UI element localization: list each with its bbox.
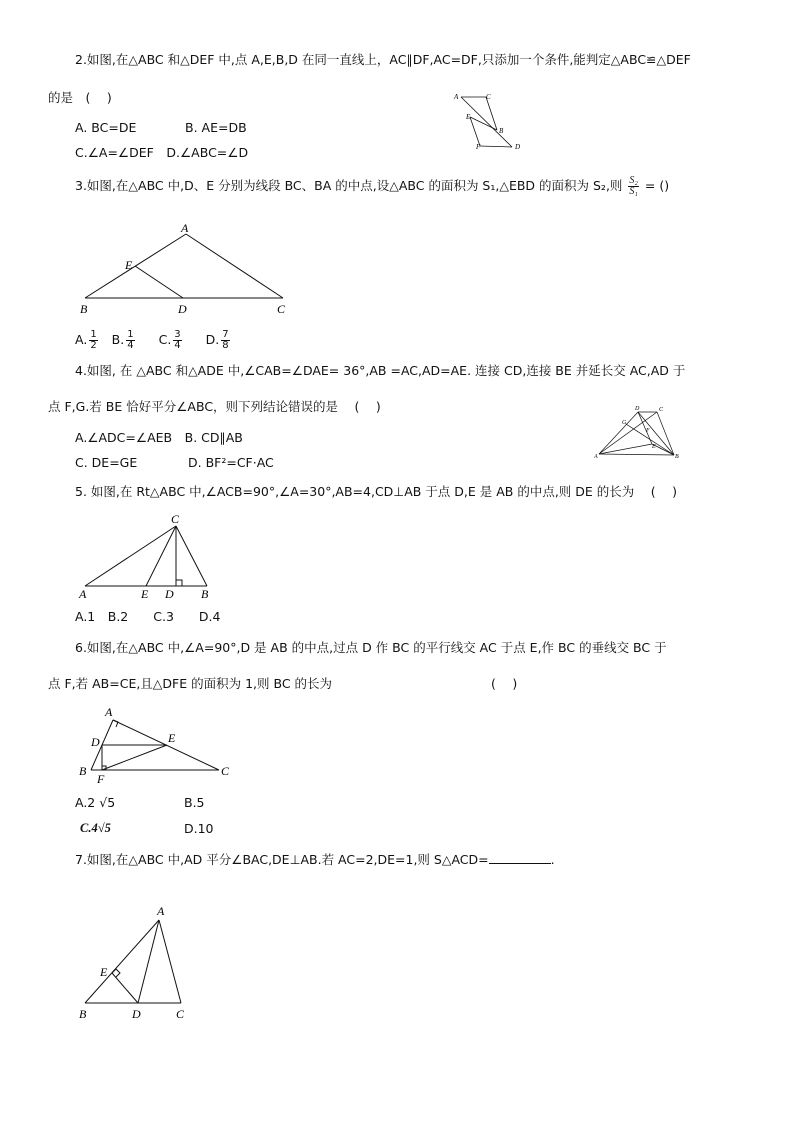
q2-label-c: C — [486, 93, 491, 101]
q6-option-a: A.2 √5 — [75, 795, 116, 810]
q6-figure — [75, 702, 240, 787]
q3-label-d: D — [178, 302, 187, 316]
q2-label-e: E — [466, 113, 471, 121]
q4-label-b: B — [675, 454, 679, 460]
q6-option-d: D.10 — [184, 821, 214, 836]
q4-label-c: C — [659, 407, 664, 413]
q6-label-f: F — [97, 772, 105, 786]
q3-label-a: A — [181, 222, 189, 235]
q7-figure — [75, 900, 205, 1025]
q7-label-c: C — [176, 1007, 185, 1021]
q5-label-a: A — [79, 587, 87, 601]
q6-label-b: B — [79, 764, 87, 778]
q3-label-c: C — [277, 302, 286, 316]
q3-ratio-fraction — [628, 176, 638, 197]
q3-figure — [75, 222, 295, 320]
q6-option-b: B.5 — [184, 795, 205, 810]
q7-stem — [75, 851, 555, 868]
q4-option-c: C. DE=GE — [75, 455, 138, 470]
q4-label-f: F — [646, 428, 650, 434]
q7-answer-blank — [489, 851, 551, 864]
q7-label-a: A — [157, 904, 165, 918]
q3-label-e: E — [125, 258, 133, 272]
q2-stem-line1: 2.如图,在△ABC 和△DEF 中,点 A,E,B,D 在同一直线上，AC∥DF,AC=DF,只添加一个条件,能判定△ABC≌△DEF — [75, 52, 691, 67]
q6-answer-paren: ( ) — [491, 676, 518, 691]
q6-label-e: E — [168, 731, 176, 745]
q6-label-c: C — [221, 764, 230, 778]
q7-stem-tail: . — [550, 852, 555, 867]
q2-option-a: A. BC=DE — [75, 120, 137, 135]
q3-option-d: D. $\frac{7}{8}$ — [205, 329, 229, 351]
q4-figure — [590, 400, 682, 462]
q4-option-d: D. BF²=CF·AC — [188, 455, 274, 470]
q2-label-d: D — [515, 143, 521, 150]
q2-figure — [450, 90, 530, 150]
q4-label-g: G — [622, 420, 627, 426]
q5-stem: 5. 如图,在 Rt△ABC 中,∠ACB=90°,∠A=30°,AB=4,CD⊥AB 于点 D,E 是 AB 的中点,则 DE 的长为 ( ) — [75, 484, 677, 499]
q5-label-e: E — [141, 587, 149, 601]
q5-label-c: C — [171, 512, 180, 526]
q5-options: A.1 B.2 C.3 D.4 — [75, 609, 221, 624]
q4-option-a-b: A.∠ADC=∠AEB B. CD∥AB — [75, 430, 243, 445]
q2-option-c-d: C.∠A=∠DEF D.∠ABC=∠D — [75, 145, 249, 160]
q3-options — [75, 329, 232, 351]
q6-stem-line1: 6.如图,在△ABC 中,∠A=90°,D 是 AB 的中点,过点 D 作 BC 的平行线交 AC 于点 E,作 BC 的垂线交 BC 于 — [75, 640, 667, 655]
q2-label-a: A — [454, 93, 459, 101]
q2-option-b: B. AE=DB — [185, 120, 247, 135]
q4-label-e: E — [652, 444, 656, 450]
q6-stem-line2: 点 F,若 AB=CE,且△DFE 的面积为 1,则 BC 的长为 — [48, 676, 333, 691]
q6-option-c: C.4√5 — [80, 821, 111, 835]
q7-label-d: D — [132, 1007, 141, 1021]
q4-stem-line1: 4.如图, 在 △ABC 和△ADE 中,∠CAB=∠DAE= 36°,AB =AC,AD=AE. 连接 CD,连接 BE 并延长交 AC,AD 于 — [75, 363, 686, 378]
q5-label-d: D — [165, 587, 174, 601]
q3-label-b: B — [80, 302, 88, 316]
q3-option-b: B. $\frac{1}{4}$ — [111, 329, 134, 351]
q5-label-b: B — [201, 587, 209, 601]
q3-ratio-denominator: S₁ — [629, 186, 638, 197]
q3-stem — [75, 176, 669, 197]
q7-stem-text: 7.如图,在△ABC 中,AD 平分∠BAC,DE⊥AB.若 AC=2,DE=1,则 S△ACD= — [75, 852, 489, 867]
q3-ratio-numerator: S₂ — [629, 175, 638, 186]
q3-stem-text: 3.如图,在△ABC 中,D、E 分别为线段 BC、BA 的中点,设△ABC 的面积为 S₁,△EBD 的面积为 S₂,则 — [75, 178, 623, 193]
q3-stem-tail: = () — [644, 178, 670, 193]
q2-label-b: B — [499, 127, 504, 135]
q3-option-a: A. $\frac{1}{2}$ — [75, 329, 97, 351]
q7-label-b: B — [79, 1007, 87, 1021]
q4-label-a: A — [594, 454, 598, 460]
q7-label-e: E — [100, 965, 108, 979]
q2-label-f: F — [476, 143, 481, 150]
q5-figure — [75, 512, 220, 602]
q4-label-d: D — [635, 406, 640, 412]
q6-label-a: A — [105, 705, 113, 719]
q2-stem-line2: 的是 ( ) — [48, 90, 112, 105]
q6-label-d: D — [91, 735, 100, 749]
q3-option-c: C. $\frac{3}{4}$ — [158, 329, 181, 351]
q4-stem-line2: 点 F,G.若 BE 恰好平分∠ABC，则下列结论错误的是 ( ) — [48, 399, 381, 414]
